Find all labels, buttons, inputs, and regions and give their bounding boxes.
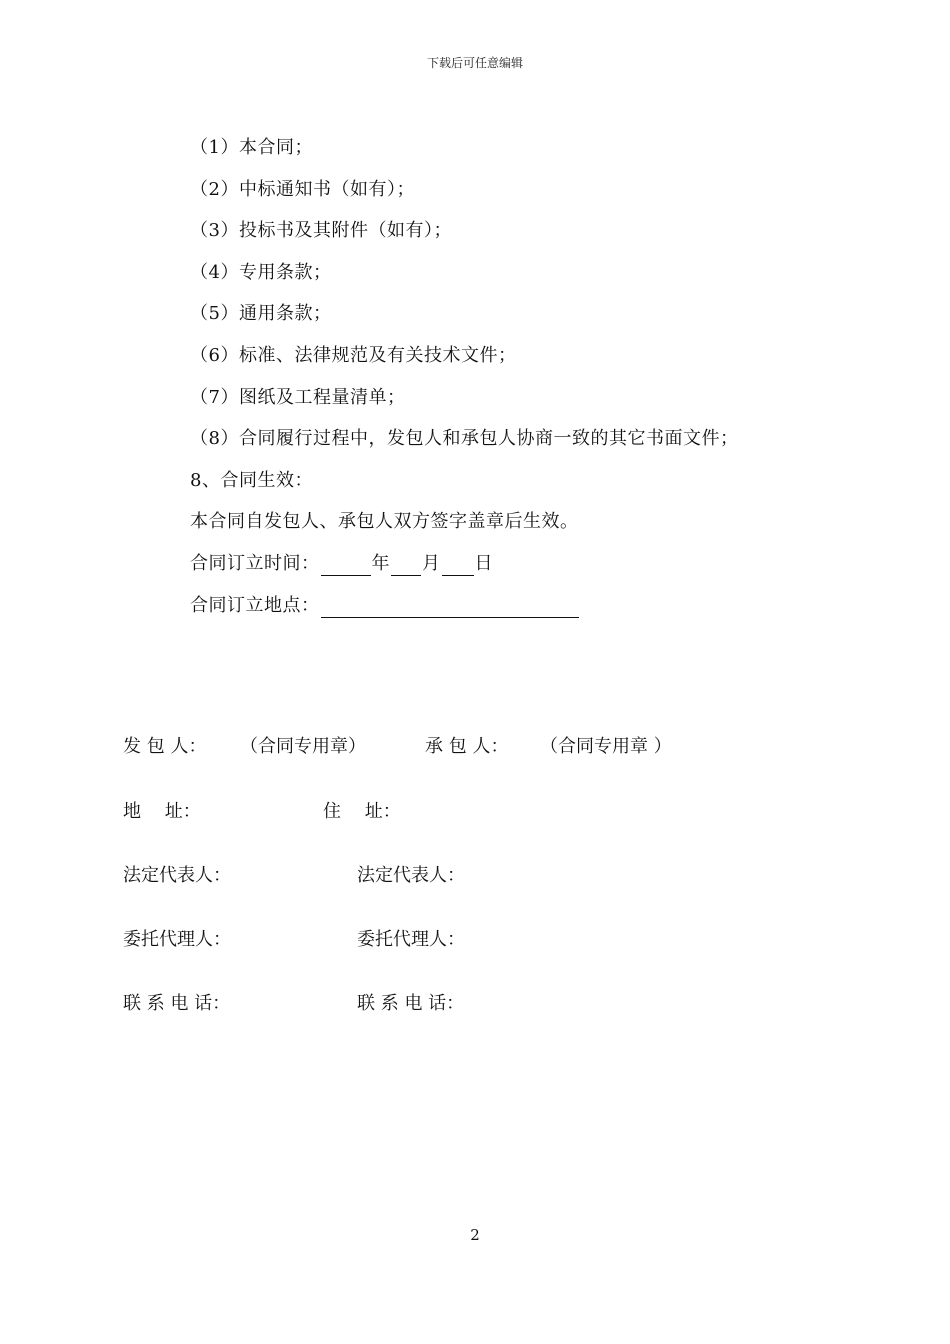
effect-heading: 8、合同生效：	[190, 470, 313, 491]
contractor-phone: 联 系 电 话：	[357, 993, 465, 1014]
day-label: 日	[474, 553, 493, 574]
list-item: （4）专用条款；	[190, 262, 332, 283]
year-blank[interactable]	[321, 555, 371, 576]
contractor-address: 住 址：	[323, 801, 401, 822]
year-label: 年	[371, 553, 390, 574]
month-blank[interactable]	[391, 555, 421, 576]
list-item: （1）本合同；	[190, 137, 313, 158]
contractor-seal: （合同专用章 ）	[540, 736, 672, 757]
page-number: 2	[470, 1226, 480, 1244]
list-item: （5）通用条款；	[190, 303, 332, 324]
contractor-agent: 委托代理人：	[357, 929, 465, 950]
list-item: （8）合同履行过程中，发包人和承包人协商一致的其它书面文件；	[190, 428, 739, 449]
day-blank[interactable]	[442, 555, 474, 576]
employer-phone: 联 系 电 话：	[123, 993, 231, 1014]
employer-legal-rep: 法定代表人：	[123, 865, 231, 886]
contractor-legal-rep: 法定代表人：	[357, 865, 465, 886]
employer-address: 地 址：	[123, 801, 201, 822]
list-item: （7）图纸及工程量清单；	[190, 387, 406, 408]
sign-place-label: 合同订立地点：	[190, 595, 320, 616]
page-header: 下载后可任意编辑	[426, 56, 523, 70]
effect-text: 本合同自发包人、承包人双方签字盖章后生效。	[190, 511, 579, 532]
contractor-label: 承 包 人：	[425, 736, 509, 757]
employer-seal: （合同专用章）	[240, 736, 366, 757]
month-label: 月	[422, 553, 441, 574]
list-item: （6）标准、法律规范及有关技术文件；	[190, 345, 517, 366]
sign-time-line	[190, 552, 493, 576]
list-item: （3）投标书及其附件（如有）；	[190, 220, 452, 241]
list-item: （2）中标通知书（如有）；	[190, 179, 415, 200]
employer-label: 发 包 人：	[123, 736, 207, 757]
place-blank[interactable]	[321, 597, 579, 618]
sign-place-line	[190, 594, 580, 618]
sign-time-label: 合同订立时间：	[190, 553, 320, 574]
employer-agent: 委托代理人：	[123, 929, 231, 950]
